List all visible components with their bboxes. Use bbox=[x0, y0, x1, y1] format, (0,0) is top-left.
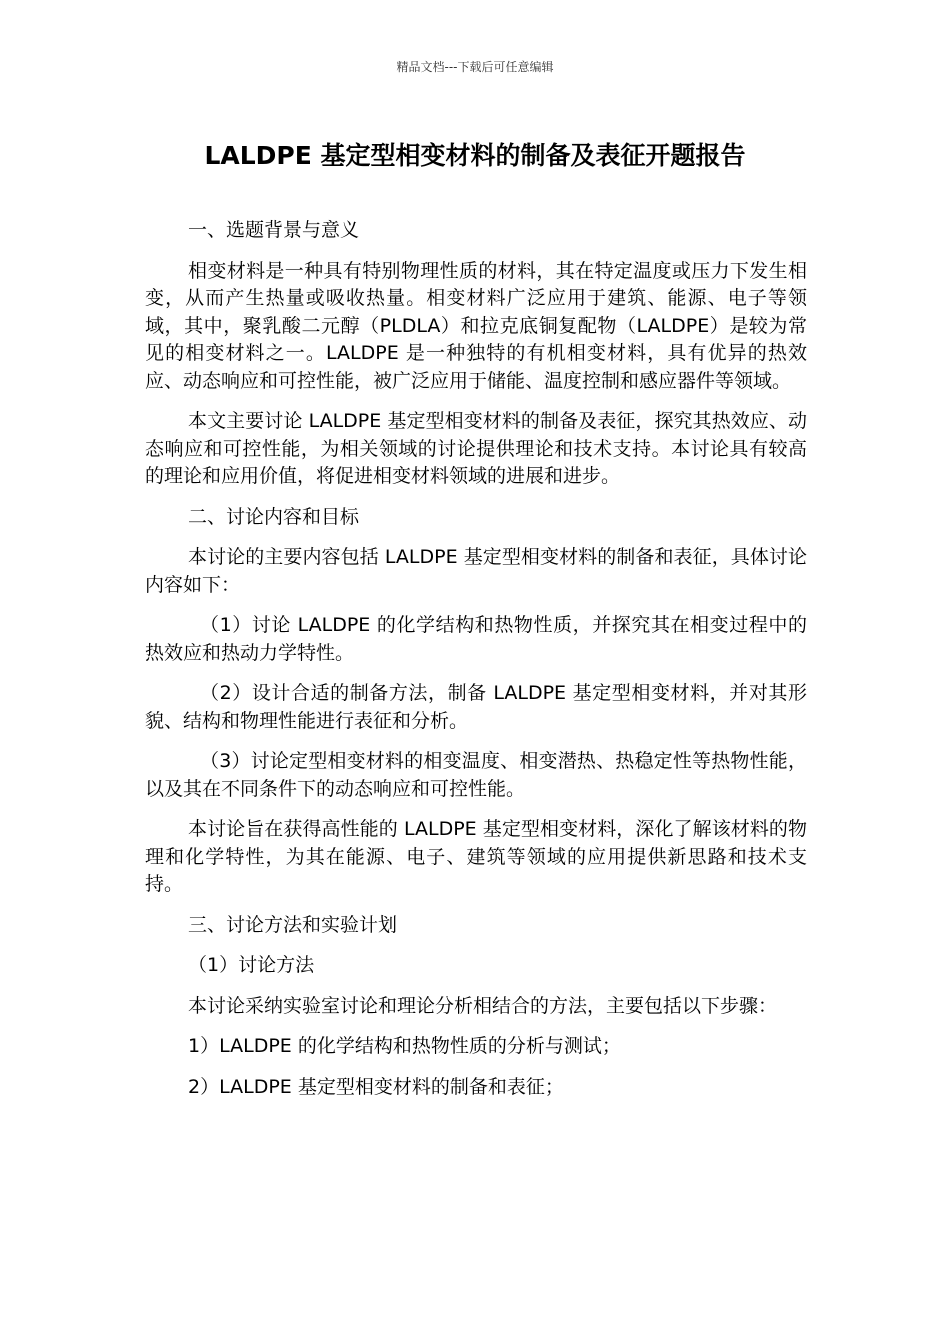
section-heading-method: 三、讨论方法和实验计划 bbox=[188, 913, 398, 936]
list-item-step-1: 1）LALDPE 的化学结构和热物性质的分析与测试； bbox=[188, 1035, 621, 1057]
list-item-content-3: （3）讨论定型相变材料的相变温度、相变潜热、热稳定性等热物性能，以及其在不同条件下的动态响应和可控性能。 bbox=[145, 750, 807, 800]
section-heading-content: 二、讨论内容和目标 bbox=[188, 505, 360, 528]
paragraph-content-intro: 本讨论的主要内容包括 LALDPE 基定型相变材料的制备和表征，具体讨论内容如下： bbox=[145, 546, 807, 596]
paragraph-method-intro: 本讨论采纳实验室讨论和理论分析相结合的方法，主要包括以下步骤： bbox=[188, 994, 778, 1017]
list-item-step-2: 2）LALDPE 基定型相变材料的制备和表征； bbox=[188, 1075, 564, 1098]
paragraph-background-2: 本文主要讨论 LALDPE 基定型相变材料的制备及表征，探究其热效应、动态响应和可控性能，为相关领域的讨论提供理论和技术支持。本讨论具有较高的理论和应用价值，将促进相变材料领域的进展和进步。 bbox=[145, 410, 807, 487]
paragraph-content-goal: 本讨论旨在获得高性能的 LALDPE 基定型相变材料，深化了解该材料的物理和化学特性，为其在能源、电子、建筑等领域的应用提供新思路和技术支持。 bbox=[145, 818, 807, 895]
list-item-content-1: （1）讨论 LALDPE 的化学结构和热物性质，并探究其在相变过程中的热效应和热动力学特性。 bbox=[145, 614, 807, 664]
document-body bbox=[145, 217, 807, 1114]
subheading-method: （1）讨论方法 bbox=[188, 954, 315, 976]
list-item-content-2: （2）设计合适的制备方法，制备 LALDPE 基定型相变材料，并对其形貌、结构和物理性能进行表征和分析。 bbox=[145, 682, 807, 732]
document-title: LALDPE 基定型相变材料的制备及表征开题报告 bbox=[204, 141, 746, 170]
paragraph-background-1: 相变材料是一种具有特别物理性质的材料，其在特定温度或压力下发生相变，从而产生热量或吸收热量。相变材料广泛应用于建筑、能源、电子等领域，其中，聚乳酸二元醇（PLDLA）和拉克底铜复配物（LALDPE）是较为常见的相变材料之一。LALDPE 是一种独特的有机相变材料，具有优异的热效应、动态响应和可控性能，被广泛应用于储能、温度控制和感应器件等领域。 bbox=[145, 259, 807, 392]
section-heading-background: 一、选题背景与意义 bbox=[188, 219, 360, 241]
header-note: 精品文档---下载后可任意编辑 bbox=[396, 60, 554, 74]
